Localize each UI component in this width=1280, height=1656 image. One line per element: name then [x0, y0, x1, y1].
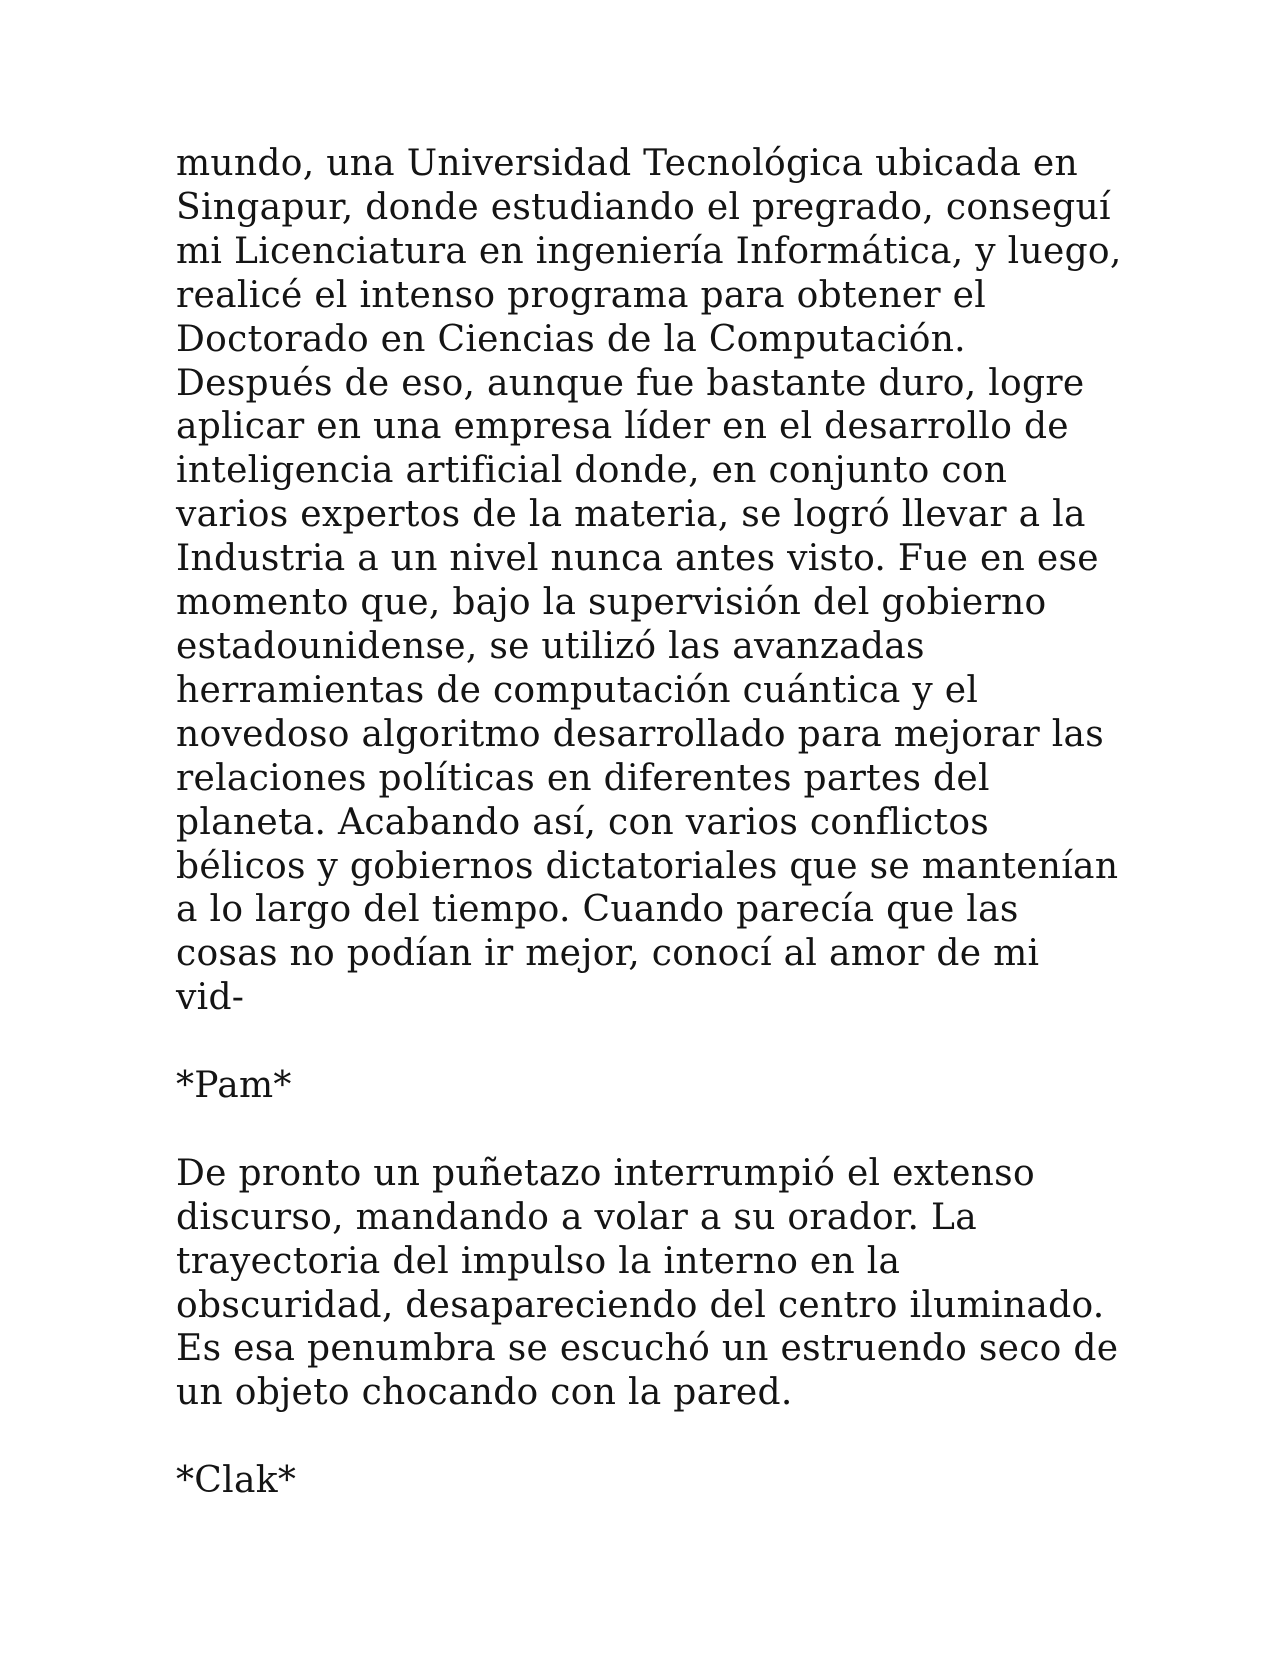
text-line: obscuridad, desapareciendo del centro iluminado.: [176, 1284, 1105, 1326]
sound-effect-text: *Clak*: [176, 1460, 297, 1502]
text-line: estadounidense, se utilizó las avanzadas: [176, 625, 925, 667]
text-line: mundo, una Universidad Tecnológica ubicada en: [176, 143, 1078, 184]
sound-effect-clak: [176, 1459, 1116, 1503]
text-line: momento que, bajo la supervisión del gobierno: [176, 582, 1047, 624]
text-line: herramientas de computación cuántica y el: [176, 669, 979, 711]
text-line: Es esa penumbra se escuchó un estruendo seco de: [176, 1328, 1119, 1370]
text-line: a lo largo del tiempo. Cuando parecía que las: [176, 889, 1019, 931]
text-line: discurso, mandando a volar a su orador. La: [176, 1196, 977, 1238]
text-line: relaciones políticas en diferentes partes del: [176, 757, 990, 799]
text-line: mi Licenciatura en ingeniería Informática, y luego,: [176, 230, 1122, 272]
sound-effect-pam: [176, 1064, 1116, 1108]
text-line: vid-: [176, 977, 245, 1019]
text-line: Industria a un nivel nunca antes visto. Fue en ese: [176, 538, 1099, 580]
paragraph-2: [176, 1152, 1119, 1415]
text-line: Singapur, donde estudiando el pregrado, conseguí: [176, 186, 1111, 228]
text-line: De pronto un puñetazo interrumpió el extenso: [176, 1152, 1035, 1194]
paragraph-1: [176, 142, 1122, 1020]
paragraph-spacer: [176, 1020, 1116, 1064]
sound-effect-text: *Pam*: [176, 1065, 292, 1107]
text-line: Doctorado en Ciencias de la Computación.: [176, 318, 966, 360]
paragraph-spacer: [176, 1108, 1116, 1152]
text-line: aplicar en una empresa líder en el desarrollo de: [176, 406, 1069, 448]
text-line: trayectoria del impulso la interno en la: [176, 1240, 901, 1282]
text-line: varios expertos de la materia, se logró llevar a la: [176, 494, 1086, 536]
text-line: cosas no podían ir mejor, conocí al amor de mi: [176, 933, 1040, 975]
text-line: bélicos y gobiernos dictatoriales que se mantenían: [176, 845, 1119, 887]
text-line: inteligencia artificial donde, en conjunto con: [176, 450, 1008, 492]
body-text: [176, 142, 1122, 1503]
text-line: Después de eso, aunque fue bastante duro, logre: [176, 362, 1085, 404]
paragraph-spacer: [176, 1415, 1116, 1459]
text-line: un objeto chocando con la pared.: [176, 1372, 793, 1414]
text-line: planeta. Acabando así, con varios conflictos: [176, 801, 990, 843]
text-line: realicé el intenso programa para obtener el: [176, 274, 987, 316]
text-line: novedoso algoritmo desarrollado para mejorar las: [176, 713, 1105, 755]
